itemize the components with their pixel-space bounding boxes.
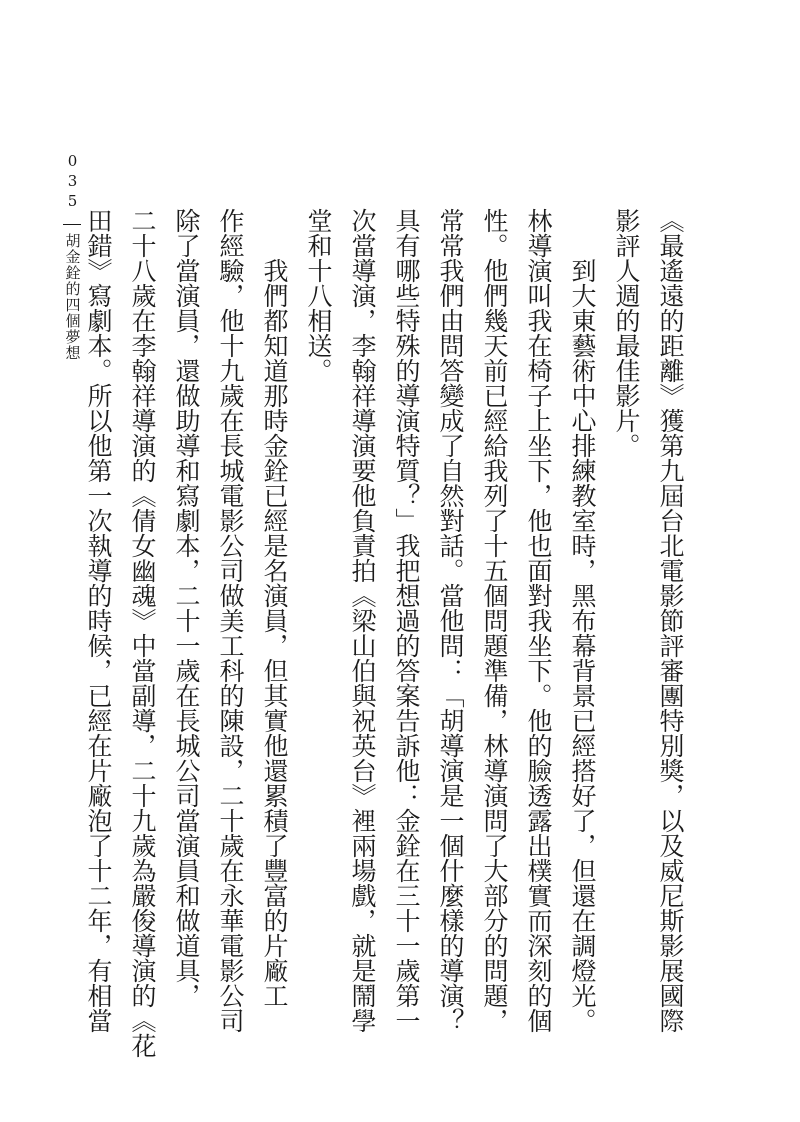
body-text [84, 208, 692, 1058]
text-column: 影評人週的最佳影片。 [612, 208, 641, 458]
text-column: 堂和十八相送。 [304, 208, 333, 383]
text-column: 到大東藝術中心排練教室時，黑布幕背景已經搭好了，但還在調燈光。 [568, 258, 597, 1033]
text-column: 具有哪些特殊的導演特質？」我把想過的答案告訴他：金銓在三十一歲第一 [392, 208, 421, 1033]
text-column: 作經驗，他十九歲在長城電影公司做美工科的陳設，二十歲在永華電影公司 [216, 208, 245, 1033]
page-number: 035 [63, 152, 82, 212]
text-column: 二十八歲在李翰祥導演的《倩女幽魂》中當副導，二十九歲為嚴俊導演的《花 [128, 208, 157, 1058]
book-title: 胡金銓的四個夢想 [63, 233, 82, 361]
text-column: 林導演叫我在椅子上坐下，他也面對我坐下。他的臉透露出樸實而深刻的個 [524, 208, 553, 1033]
text-column: 我們都知道那時金銓已經是名演員，但其實他還累積了豐富的片廠工 [260, 258, 289, 1008]
text-column: 次當導演，李翰祥導演要他負責拍《梁山伯與祝英台》裡兩場戲，就是鬧學 [348, 208, 377, 1033]
text-column: 常常我們由問答變成了自然對話。當他問：「胡導演是一個什麼樣的導演？ [436, 208, 465, 1033]
text-column: 田錯》寫劇本。所以他第一次執導的時候，已經在片廠泡了十二年，有相當 [84, 208, 113, 1033]
text-column: 性。他們幾天前已經給我列了十五個問題準備，林導演問了大部分的問題， [480, 208, 509, 1033]
text-column: 除了當演員，還做助導和寫劇本，二十一歲在長城公司當演員和做道具， [172, 208, 201, 1008]
text-column: 《最遙遠的距離》獲第九屆台北電影節評審團特別獎，以及威尼斯影展國際 [656, 208, 685, 1033]
